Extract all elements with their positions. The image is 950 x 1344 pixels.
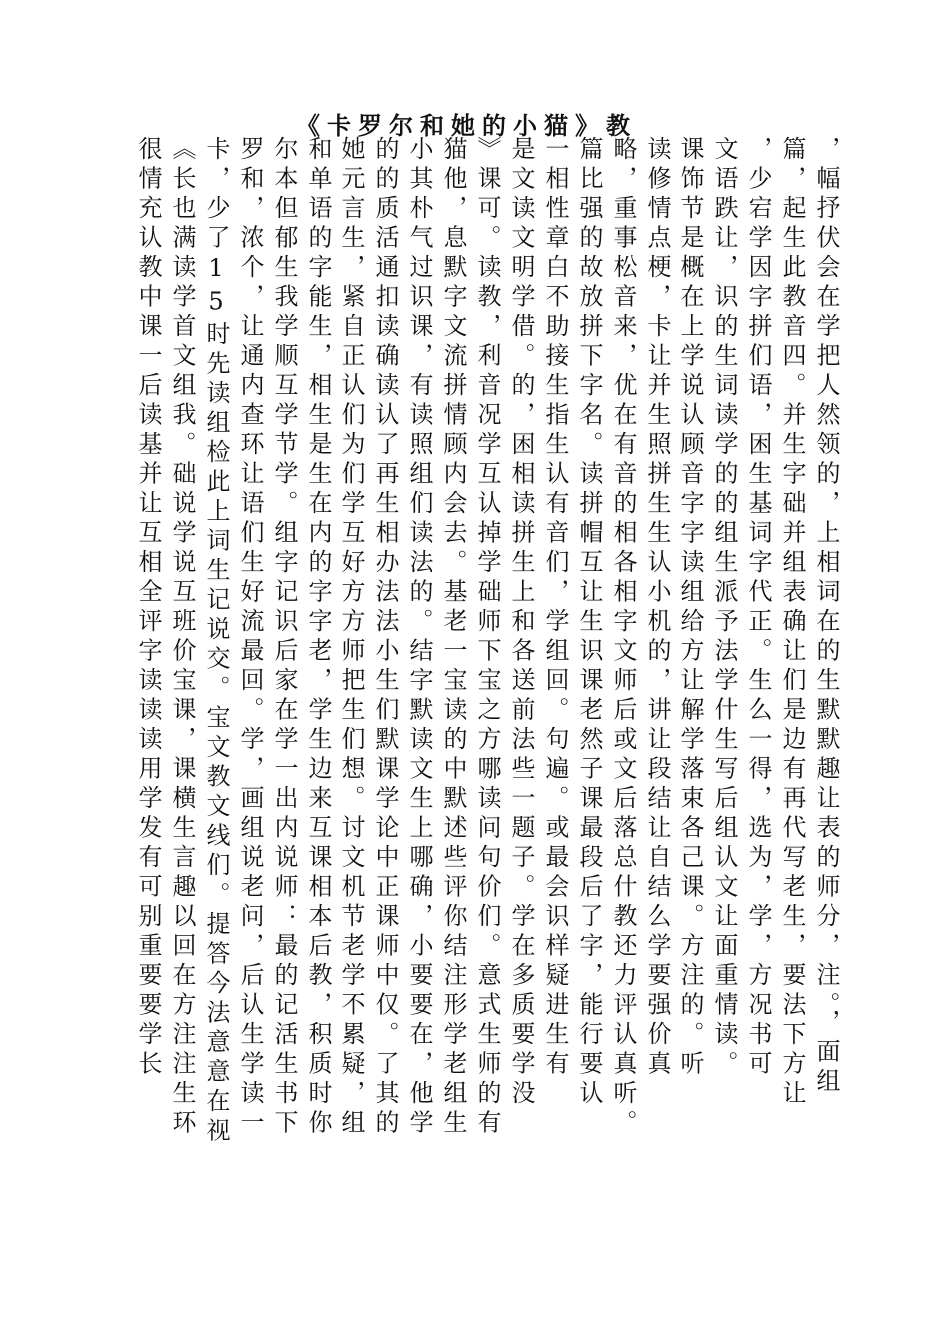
text-column: 一相性章白不助接生指生认有音们，学组回。句遍。或最会识样疑进生有 bbox=[541, 136, 569, 1080]
text-column: 很情充认教中课一后读基并让互相全评字读读读用学发有可别重要要学长 bbox=[134, 136, 162, 1080]
text-column: 罗和，浓个，让通内查环让语们生好流最回。学，画组说老问，后认生学读一 bbox=[236, 136, 264, 1139]
text-column: 篇，起生此教音四。并生字础并组表确让们是边有再代写老生，要法下方让 bbox=[778, 136, 806, 1110]
text-column: 略，重事松音来，优在有音的相各相字文师后或文后落总什教还力评认真听。 bbox=[609, 136, 637, 1139]
text-column: 是文读文明学借。的，困相读拼生上和各送前法些一题子。学在多质要学没 bbox=[507, 136, 535, 1110]
text-column: 文语跌让，识的生词读学的的组生派予法学什生写后组认文让面重情读。 bbox=[710, 136, 738, 1080]
text-column: 猫他，息默字文流拼情顾内会去。基老一宝读的中默述些评你结注形学老组生 bbox=[439, 136, 467, 1139]
text-column: 小其朴气过识课，有读照组们读法的。结字默读文生上哪确，小要要在，他学 bbox=[405, 136, 433, 1139]
text-column: 卡，少了15时先读组检此上词生记说交。宝文教文线们。提答今法意意在视 bbox=[202, 136, 230, 1147]
text-column: 课饰节是概在上学说认顾音字字读组给方让解学落束各己课。方注的。听 bbox=[676, 136, 704, 1080]
document-title: 《卡罗尔和她的小猫》教 bbox=[296, 111, 637, 140]
text-column: 篇比强的故放拼下字名。读拼帽互让生识课老然子课最段后了字，能行要认 bbox=[575, 136, 603, 1110]
text-column: 的的质活通扣读确读认了再生相办法法小生们默课学论中正课师中仅。了其的 bbox=[371, 136, 399, 1139]
text-column: ，少宕学因字拼们语，困生基词字代正。生么一得，选为，学，方况书可 bbox=[744, 136, 772, 1080]
text-column: 尔本但郁生我学顺互学节学。组字记识后家在学一出内说师：最的记活生书下 bbox=[270, 136, 298, 1139]
text-column: 和单语的字能生，相生是生在内的字字老，学生边来互课相本后教，积质时你 bbox=[304, 136, 332, 1139]
text-column: ，幅抒伏会在学把人然领的，上相词在的生默默趣让表的师分，注。，面组 bbox=[812, 136, 840, 1098]
text-column: 》课可。读教，利音况学互认掉学础师下宝之方哪读问句价们。意式生师的有 bbox=[473, 136, 501, 1139]
text-column: 《长也满读学首文组我。础说学说互班价宝课，课横生言趣以回在方注注生环 bbox=[168, 136, 196, 1139]
text-column: 她元言生，紧自正认们为们学互好方方师把生们想。讨文机节老学不累疑，组 bbox=[337, 136, 365, 1139]
text-column: 读修情点梗，卡让并生照拼生生认小机的，讲让段结让自结么学要强价真 bbox=[643, 136, 671, 1080]
